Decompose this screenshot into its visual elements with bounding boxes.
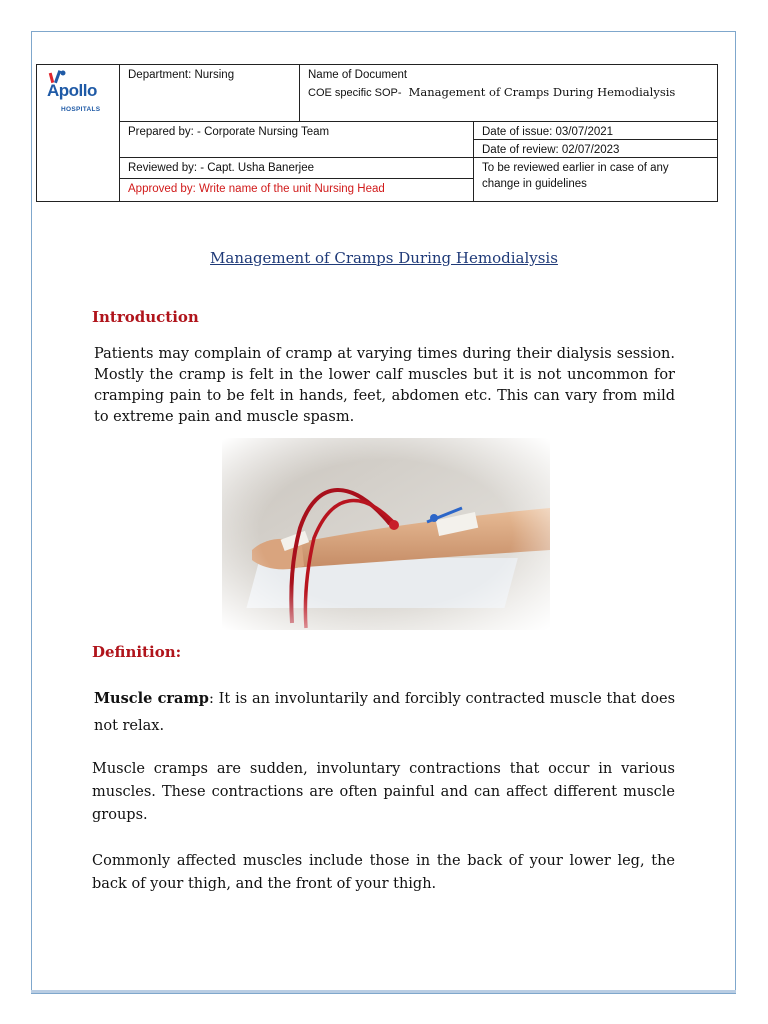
apollo-logo <box>47 69 113 113</box>
document-title: Management of Cramps During Hemodialysis <box>210 249 558 267</box>
definition-heading: Definition: <box>92 643 182 661</box>
reviewed-by-cell <box>119 157 474 179</box>
logo-subtext: HOSPITALS <box>61 106 101 113</box>
department-cell <box>119 64 300 122</box>
doc-name-label: Name of Document <box>308 69 408 81</box>
logo-cell <box>36 64 120 202</box>
review-note-cell <box>473 157 718 202</box>
definition-paragraph-1: Muscle cramps are sudden, involuntary contractions that occur in various muscles. These contractions are often painful and can affect different muscle groups. <box>92 761 675 823</box>
introduction-text: Patients may complain of cramp at varying times during their dialysis session. Mostly the cramp is felt in the lower calf muscles but it is not uncommon for cramping pain to be felt in hands, feet, abdomen etc. This can vary from mild to extreme pain and muscle spasm. <box>94 346 675 425</box>
definition-term: Muscle cramp <box>94 690 209 707</box>
doc-name-cell <box>299 64 718 122</box>
doc-name-title: Management of Cramps During Hemodialysis <box>408 85 676 99</box>
logo-text: Apollo <box>47 81 97 100</box>
prepared-by-cell <box>119 121 474 158</box>
date-issue-cell <box>473 121 718 140</box>
reviewed-by: Reviewed by: - Capt. Usha Banerjee <box>128 162 315 174</box>
approved-by: Approved by: Write name of the unit Nursing Head <box>128 183 385 195</box>
hemodialysis-photo <box>222 438 550 630</box>
definition-term-text: : It is an involuntarily and forcibly contracted muscle that does not relax. <box>94 691 676 734</box>
document-header-table <box>36 64 718 202</box>
date-review-cell <box>473 139 718 158</box>
definition-muscle-cramp <box>94 685 675 740</box>
introduction-heading: Introduction <box>92 308 199 326</box>
date-of-review: Date of review: 02/07/2023 <box>482 144 620 156</box>
date-of-issue: Date of issue: 03/07/2021 <box>482 126 614 138</box>
doc-name-prefix: COE specific SOP- <box>308 87 402 99</box>
approved-by-cell <box>119 178 474 202</box>
bottom-rule <box>31 990 736 993</box>
definition-paragraph-2: Commonly affected muscles include those in the back of your lower leg, the back of your thigh, and the front of your thigh. <box>92 853 675 892</box>
review-note: To be reviewed earlier in case of any change in guidelines <box>482 162 669 190</box>
prepared-by: Prepared by: - Corporate Nursing Team <box>128 126 330 138</box>
department: Department: Nursing <box>128 69 235 81</box>
